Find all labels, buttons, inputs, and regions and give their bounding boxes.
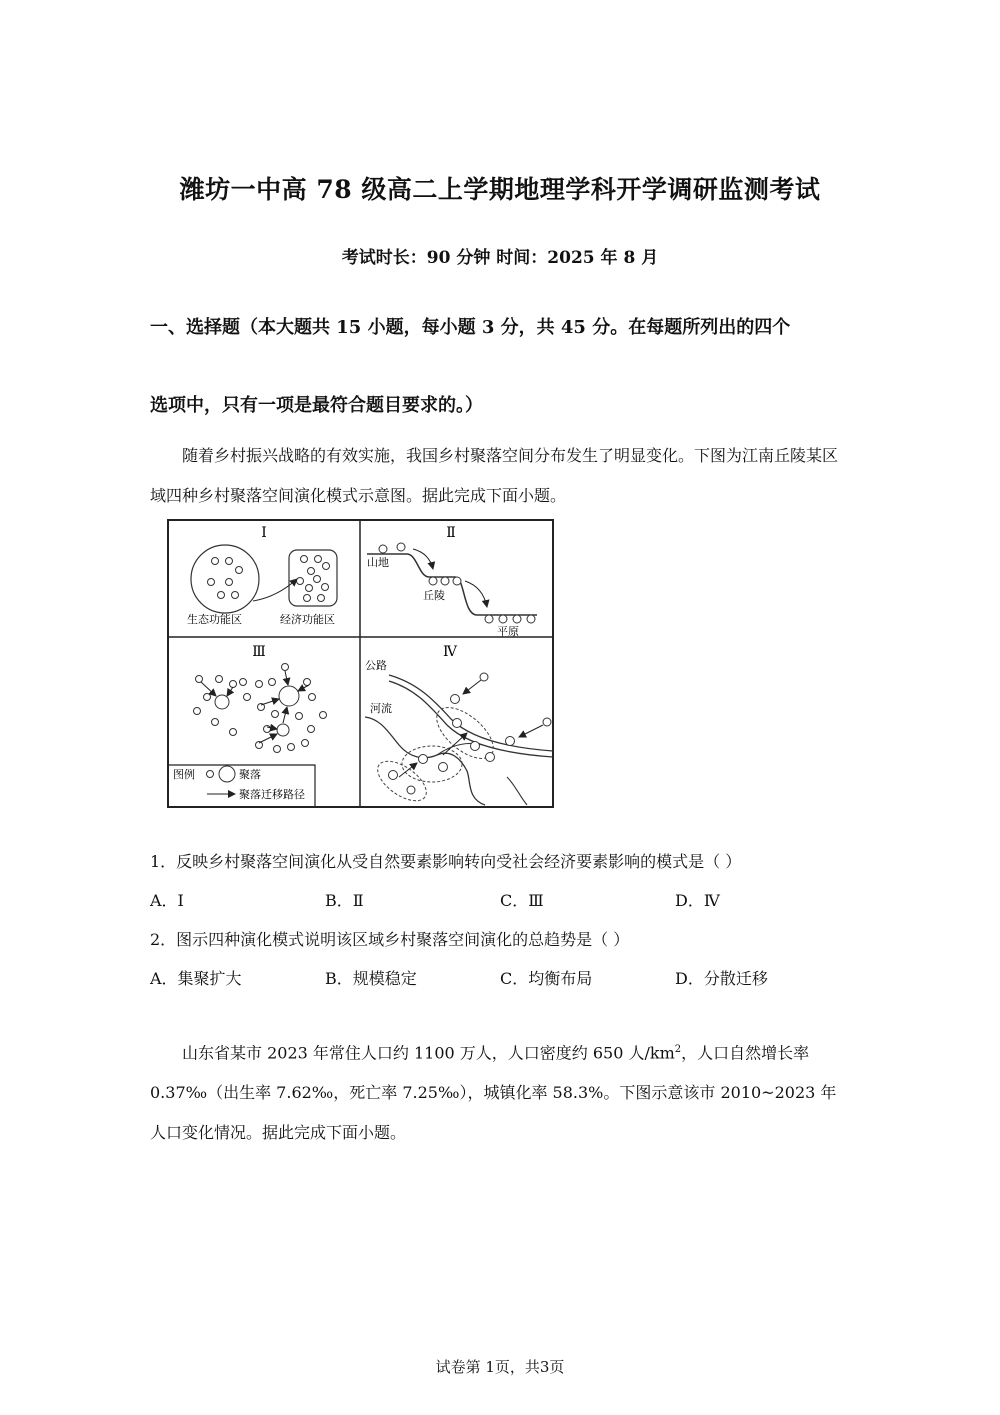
- q1-option-d[interactable]: D．Ⅳ: [675, 891, 720, 910]
- q2-option-d[interactable]: D．分散迁移: [675, 969, 768, 988]
- section-heading-line1: 一、选择题（本大题共 15 小题，每小题 3 分，共 45 分。在每题所列出的四个: [150, 317, 791, 338]
- panel-label-2: Ⅱ: [446, 525, 456, 541]
- q1-option-a[interactable]: A．Ⅰ: [150, 891, 184, 910]
- question-2-stem: 2．图示四种演化模式说明该区域乡村聚落空间演化的总趋势是（ ）: [150, 930, 630, 949]
- passage-2-part2: ，人口自然增长率 0.37‰（出生率 7.62‰，死亡率 7.25‰），城镇化率 58.3%。下图示意该市 2010~2023 年人口变化情况。据此完成下面小题。: [150, 1043, 837, 1143]
- label-hill: 丘陵: [423, 589, 445, 602]
- label-mountain: 山地: [367, 556, 389, 569]
- exam-info: 考试时长：90 分钟 时间：2025 年 8 月: [341, 248, 659, 268]
- label-road: 公路: [365, 659, 387, 672]
- passage-2: [150, 1030, 850, 1153]
- passage-1: 随着乡村振兴战略的有效实施，我国乡村聚落空间分布发生了明显变化。下图为江南丘陵某区域四种乡村聚落空间演化模式示意图。据此完成下面小题。: [150, 446, 839, 505]
- panel-label-1: Ⅰ: [261, 525, 267, 541]
- page-title: 潍坊一中高 78 级高二上学期地理学科开学调研监测考试: [179, 175, 821, 204]
- label-eco-zone: 生态功能区: [187, 613, 242, 626]
- legend-path: 聚落迁移路径: [239, 788, 305, 801]
- q2-option-c[interactable]: C．均衡布局: [500, 969, 593, 988]
- label-river: 河流: [370, 702, 392, 715]
- passage-2-superscript: 2: [674, 1044, 682, 1055]
- legend-title: 图例: [173, 768, 195, 781]
- q2-option-b[interactable]: B．规模稳定: [325, 969, 417, 988]
- passage-2-part1: 山东省某市 2023 年常住人口约 1100 万人，人口密度约 650 人/km: [182, 1043, 675, 1063]
- q2-option-a[interactable]: A．集聚扩大: [150, 969, 242, 988]
- section-heading-line2: 选项中，只有一项是最符合题目要求的。）: [150, 395, 483, 416]
- label-econ-zone: 经济功能区: [280, 613, 335, 626]
- panel-label-4: Ⅳ: [443, 644, 457, 660]
- q1-option-b[interactable]: B．Ⅱ: [325, 891, 364, 910]
- label-plain: 平原: [497, 625, 519, 638]
- question-1-stem: 1．反映乡村聚落空间演化从受自然要素影响转向受社会经济要素影响的模式是（ ）: [150, 852, 742, 871]
- settlement-evolution-figure: [167, 519, 555, 809]
- panel-label-3: Ⅲ: [252, 644, 266, 660]
- q1-option-c[interactable]: C．Ⅲ: [500, 891, 544, 910]
- page-footer: 试卷第 1页，共3页: [435, 1358, 565, 1376]
- legend-settlement: 聚落: [239, 768, 261, 781]
